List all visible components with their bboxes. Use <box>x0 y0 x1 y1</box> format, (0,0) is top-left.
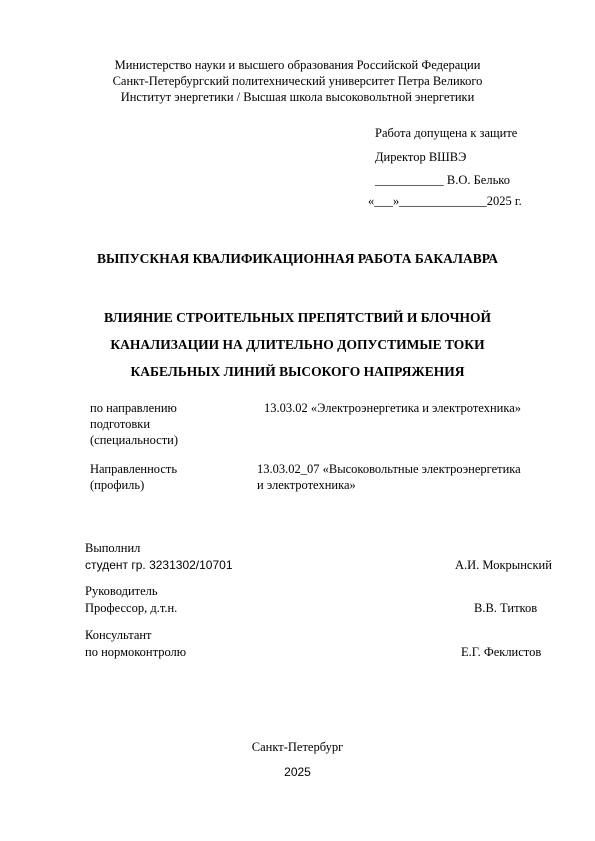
approval-line-date: «___»______________2025 г. <box>368 194 522 208</box>
profile-label-line-1: Направленность <box>90 462 178 476</box>
footer-year: 2025 <box>284 765 311 779</box>
direction-value: 13.03.02 «Электроэнергетика и электротехника» <box>264 401 522 415</box>
title-line-3: КАБЕЛЬНЫХ ЛИНИЙ ВЫСОКОГО НАПРЯЖЕНИЯ <box>130 364 465 379</box>
approval-block <box>375 122 517 193</box>
consultant-role-line-1: Консультант <box>85 628 152 642</box>
author-role <box>85 540 233 574</box>
thesis-title <box>0 304 595 385</box>
approval-line-signature: ___________ В.О. Белько <box>375 173 510 187</box>
supervisor-role <box>85 583 177 617</box>
ministry-header <box>0 57 595 105</box>
header-line-institute: Институт энергетики / Высшая школа высоковольтной энергетики <box>120 90 475 104</box>
direction-label-line-2: подготовки <box>90 417 151 431</box>
consultant-role-line-2: по нормоконтролю <box>85 645 187 659</box>
supervisor-name: В.В. Титков <box>474 601 538 615</box>
direction-label-line-3: (специальности) <box>90 433 179 447</box>
approval-line-admitted: Работа допущена к защите <box>375 126 518 140</box>
profile-value-line-2: и электротехника» <box>257 478 356 492</box>
profile-label-line-2: (профиль) <box>90 478 145 492</box>
title-line-1: ВЛИЯНИЕ СТРОИТЕЛЬНЫХ ПРЕПЯТСТВИЙ И БЛОЧНОЙ <box>103 310 492 325</box>
consultant-role <box>85 627 186 661</box>
profile-value-line-1: 13.03.02_07 «Высоковольтные электроэнергетика <box>257 462 521 476</box>
footer-city: Санкт-Петербург <box>251 740 344 754</box>
direction-label-line-1: по направлению <box>90 401 177 415</box>
author-role-line-1: Выполнил <box>85 541 141 555</box>
profile-value <box>257 461 521 493</box>
work-type: ВЫПУСКНАЯ КВАЛИФИКАЦИОННАЯ РАБОТА БАКАЛАВРА <box>96 251 499 266</box>
supervisor-role-line-1: Руководитель <box>85 584 158 598</box>
profile-label <box>90 461 177 493</box>
header-line-ministry: Министерство науки и высшего образования Российской Федерации <box>114 58 481 72</box>
author-group: студент гр. 3231302/10701 <box>85 558 233 572</box>
direction-label <box>90 400 178 448</box>
title-line-2: КАНАЛИЗАЦИИ НА ДЛИТЕЛЬНО ДОПУСТИМЫЕ ТОКИ <box>110 337 485 352</box>
approval-line-director: Директор ВШВЭ <box>375 149 467 164</box>
supervisor-role-line-2: Профессор, д.т.н. <box>85 601 178 615</box>
author-name: А.И. Мокрынский <box>455 558 552 572</box>
header-line-university: Санкт-Петербургский политехнический университет Петра Великого <box>112 74 483 88</box>
consultant-name: Е.Г. Феклистов <box>461 645 542 659</box>
